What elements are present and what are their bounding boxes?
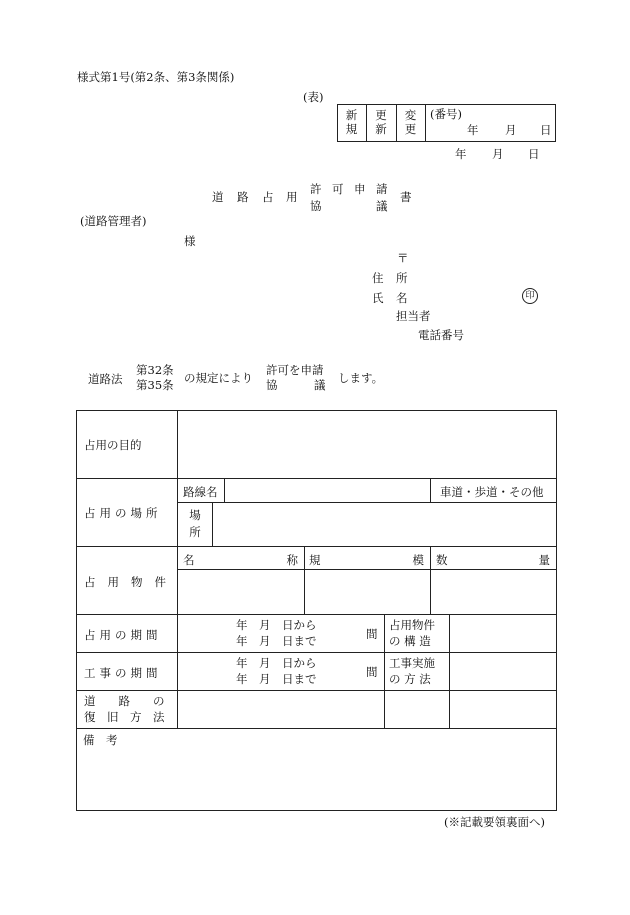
postal-mark: 〒 (397, 251, 409, 265)
article-35: 第35条 (136, 378, 174, 392)
method-label: 工事実施 の 方 法 (389, 656, 435, 686)
object-scale-field[interactable] (305, 570, 429, 613)
structure-field[interactable] (450, 615, 556, 651)
remarks-label: 備 考 (83, 733, 118, 747)
date-day: 日 (528, 147, 540, 161)
statement-gi: 議 (314, 378, 326, 392)
remarks-field[interactable] (77, 748, 556, 810)
statement-kyoka: 許可を申請 (266, 363, 324, 377)
title-sho: 書 (400, 190, 412, 204)
law-label: 道路法 (88, 372, 123, 386)
type-change[interactable]: 変 更 (404, 108, 417, 136)
number-day: 日 (540, 123, 552, 137)
restore-label: 道 路 の 復 旧 方 法 (84, 694, 165, 724)
rule-text: の規定により (184, 371, 253, 385)
name-header: 名 称 (183, 553, 298, 567)
object-quantity-field[interactable] (431, 570, 556, 613)
period-ken: 間 (366, 627, 378, 641)
restore-extra-field-2[interactable] (450, 691, 556, 727)
number-year: 年 (467, 123, 479, 137)
seal-mark: 印 (522, 288, 538, 304)
purpose-field[interactable] (178, 411, 556, 477)
title-shin: 申 (354, 182, 366, 196)
object-name-field[interactable] (178, 570, 303, 613)
route-name-label: 路線名 (183, 485, 218, 499)
person-in-charge-label: 担当者 (396, 309, 431, 323)
name-label-1: 氏 (372, 291, 384, 305)
road-manager-label: (道路管理者) (80, 214, 147, 228)
type-new[interactable]: 新 規 (345, 108, 358, 136)
title-kyougi: 協 (310, 199, 322, 213)
address-label-2: 所 (396, 271, 408, 285)
type-renew[interactable]: 更 新 (375, 108, 387, 136)
date-month: 月 (492, 147, 504, 161)
statement-shimasu: します。 (338, 371, 384, 385)
method-field[interactable] (450, 653, 556, 689)
number-label: (番号) (430, 107, 462, 121)
construction-ken: 間 (366, 665, 378, 679)
place-field[interactable] (213, 503, 556, 545)
title-char-4: 用 (286, 190, 298, 204)
title-ka: 可 (332, 182, 344, 196)
address-label-1: 住 (372, 271, 384, 285)
title-char-2: 路 (237, 190, 249, 204)
phone-label: 電話番号 (418, 328, 464, 342)
object-label: 占用物件 (84, 575, 178, 589)
sama-label: 様 (184, 234, 196, 248)
restore-field[interactable] (178, 691, 383, 727)
date-year: 年 (455, 147, 467, 161)
article-32: 第32条 (136, 363, 174, 377)
title-kyo: 許 (310, 182, 322, 196)
title-char-1: 道 (212, 190, 224, 204)
scale-header: 規 模 (309, 553, 424, 567)
title-sei: 請 (376, 182, 388, 196)
statement-kyo: 協 (266, 378, 278, 392)
number-month: 月 (505, 123, 517, 137)
name-label-2: 名 (396, 291, 408, 305)
period-dates[interactable]: 年 月 日から 年 月 日まで (236, 618, 317, 648)
period-label: 占用の期間 (84, 628, 162, 642)
place-sub-label: 場 所 (189, 508, 201, 539)
form-side: (表) (303, 90, 324, 104)
construction-period-label: 工事の期間 (84, 666, 162, 680)
construction-dates[interactable]: 年 月 日から 年 月 日まで (236, 656, 317, 686)
title-gi: 議 (376, 199, 388, 213)
title-char-3: 占 (262, 190, 274, 204)
restore-extra-field-1[interactable] (385, 691, 448, 727)
quantity-header: 数 量 (436, 553, 550, 567)
road-type-options[interactable]: 車道・歩道・その他 (440, 485, 544, 499)
form-number: 様式第1号(第2条、第3条関係) (77, 70, 235, 84)
route-name-field[interactable] (225, 479, 429, 501)
place-label: 占用の場所 (84, 506, 162, 520)
structure-label: 占用物件 の 構 造 (389, 618, 435, 648)
footer-note: (※記載要領裏面へ) (444, 815, 545, 829)
purpose-label: 占用の目的 (84, 438, 142, 452)
